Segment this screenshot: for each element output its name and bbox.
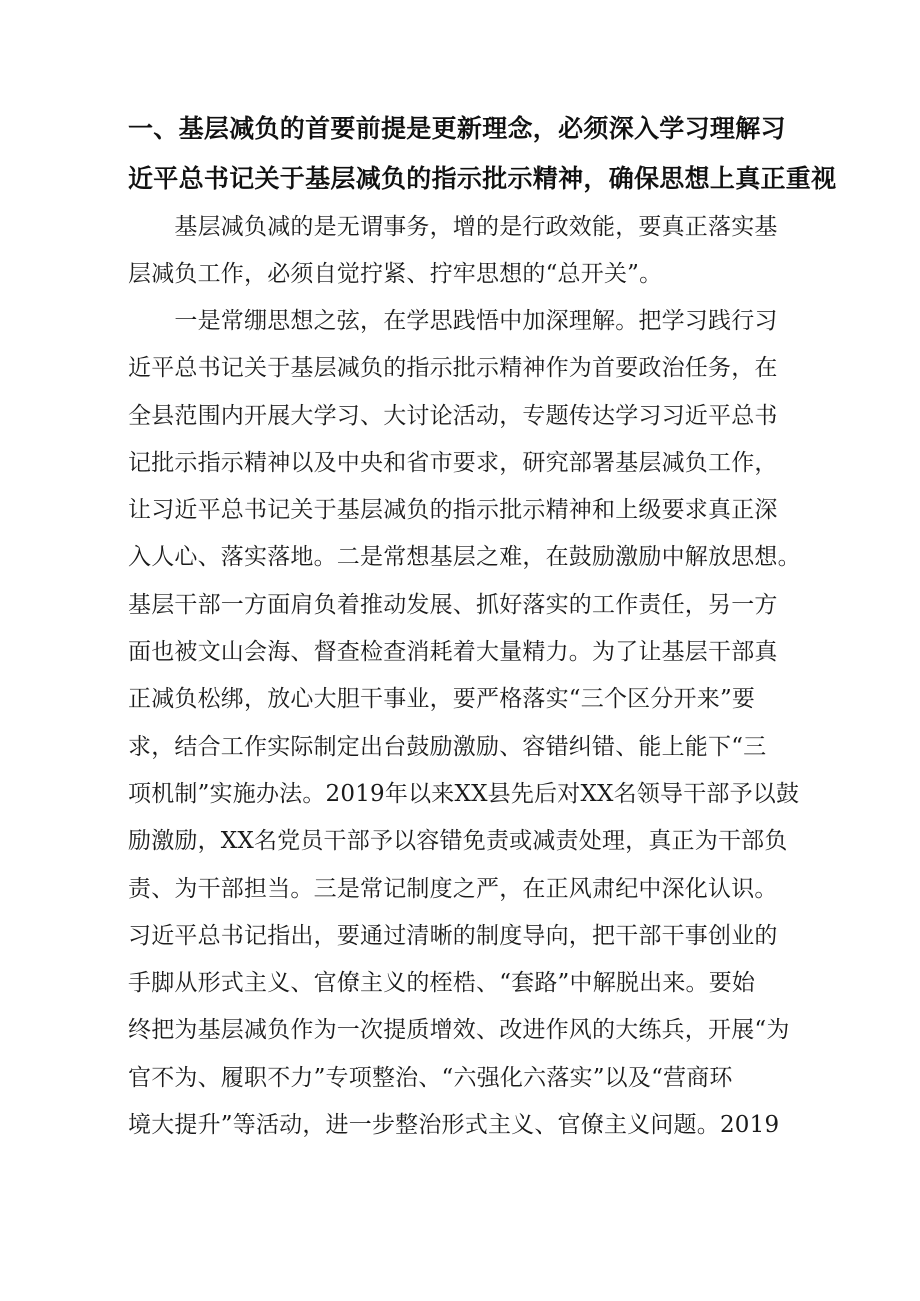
heading-line: 近平总书记关于基层减负的指示批示精神，确保思想上真正重视 bbox=[128, 164, 837, 193]
paragraph-line: 求，结合工作实际制定出台鼓励激励、容错纠错、能上能下“三 bbox=[128, 733, 767, 760]
paragraph-intro bbox=[128, 204, 798, 299]
paragraph-line: 境大提升”等活动，进一步整治形式主义、官僚主义问题。2019 bbox=[128, 1112, 780, 1139]
paragraph-line: 责、为干部担当。三是常记制度之严，在正风肃纪中深化认识。 bbox=[128, 875, 778, 902]
paragraph-line: 基层减负减的是无谓事务，增的是行政效能，要真正落实基 bbox=[128, 214, 778, 240]
paragraph-line: 近平总书记关于基层减负的指示批示精神作为首要政治任务，在 bbox=[128, 355, 778, 382]
paragraph-line: 励激励，XX名党员干部予以容错免责或减责处理，真正为干部负 bbox=[128, 828, 788, 855]
paragraph-line: 面也被文山会海、督查检查消耗着大量精力。为了让基层干部真 bbox=[128, 639, 778, 666]
paragraph-line: 手脚从形式主义、官僚主义的桎梏、“套路”中解脱出来。要始 bbox=[128, 970, 756, 997]
paragraph-line: 全县范围内开展大学习、大讨论活动，专题传达学习习近平总书 bbox=[128, 402, 778, 429]
paragraph-line: 官不为、履职不力”专项整治、“六强化六落实”以及“营商环 bbox=[128, 1064, 733, 1091]
paragraph-line: 入人心、落实落地。二是常想基层之难，在鼓励激励中解放思想。 bbox=[128, 544, 801, 571]
section-heading bbox=[128, 104, 837, 204]
paragraph-line: 习近平总书记指出，要通过清晰的制度导向，把干部干事创业的 bbox=[128, 922, 778, 949]
paragraph-line: 正减负松绑，放心大胆干事业，要严格落实“三个区分开来”要 bbox=[128, 686, 756, 713]
paragraph-line: 层减负工作，必须自觉拧紧、拧牢思想的“总开关”。 bbox=[128, 261, 663, 288]
heading-line: 一、基层减负的首要前提是更新理念，必须深入学习理解习 bbox=[128, 114, 786, 143]
paragraph-body bbox=[128, 298, 801, 1149]
paragraph-line: 项机制”实施办法。2019年以来XX县先后对XX名领导干部予以鼓 bbox=[128, 780, 800, 807]
paragraph-line: 终把为基层减负作为一次提质增效、改进作风的大练兵，开展“为 bbox=[128, 1017, 790, 1044]
paragraph-line: 记批示指示精神以及中央和省市要求，研究部署基层减负工作， bbox=[128, 449, 778, 476]
paragraph-line: 基层干部一方面肩负着推动发展、抓好落实的工作责任，另一方 bbox=[128, 591, 778, 618]
paragraph-line: 一是常绷思想之弦，在学思践悟中加深理解。把学习践行习 bbox=[128, 308, 778, 334]
paragraph-line: 让习近平总书记关于基层减负的指示批示精神和上级要求真正深 bbox=[128, 497, 778, 524]
